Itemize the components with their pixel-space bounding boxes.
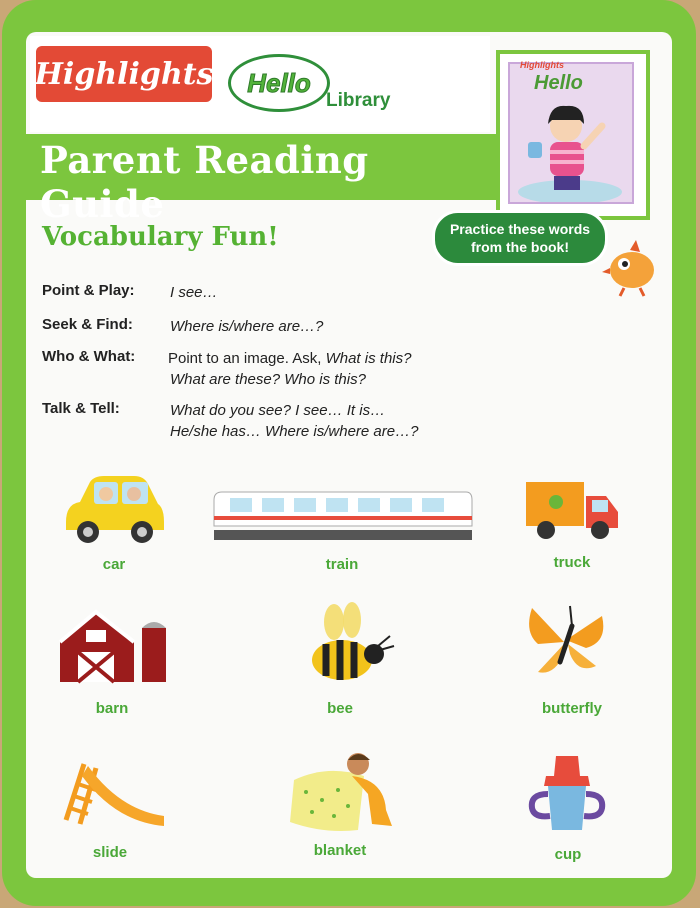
row-label: Point & Play: bbox=[42, 282, 135, 299]
blanket-baby-icon bbox=[288, 750, 396, 834]
word-bee: bee bbox=[327, 700, 353, 717]
row-text: I see… bbox=[170, 284, 218, 301]
row-label: Talk & Tell: bbox=[42, 400, 120, 417]
row-text: What do you see? I see… It is… bbox=[170, 402, 386, 419]
word-cup: cup bbox=[554, 846, 582, 863]
girl-illustration-icon bbox=[510, 64, 632, 202]
train-icon bbox=[212, 486, 474, 542]
row-text: Where is/where are…? bbox=[170, 318, 324, 335]
word-truck: truck bbox=[553, 554, 591, 571]
word-blanket: blanket bbox=[313, 842, 367, 859]
bubble-line-2: from the book! bbox=[471, 239, 569, 255]
slide-icon bbox=[60, 760, 168, 832]
word-barn: barn bbox=[95, 700, 129, 717]
word-butterfly: butterfly bbox=[542, 700, 602, 717]
bee-icon bbox=[304, 602, 396, 688]
book-cover bbox=[496, 50, 650, 220]
car-icon bbox=[60, 474, 166, 546]
row-text-plain: Point to an image. Ask, bbox=[168, 350, 326, 367]
butterfly-icon bbox=[524, 602, 610, 680]
title-band bbox=[26, 134, 496, 226]
word-slide: slide bbox=[92, 844, 128, 861]
row-text-2: What are these? Who is this? bbox=[170, 371, 366, 388]
cover-brand: Highlights bbox=[520, 60, 564, 70]
library-label: Library bbox=[326, 90, 391, 111]
vocab-title: Vocabulary Fun! bbox=[42, 222, 279, 252]
cover-inset bbox=[508, 62, 634, 204]
row-label: Seek & Find: bbox=[42, 316, 133, 333]
truck-icon bbox=[524, 478, 622, 542]
hello-logo: Hello bbox=[228, 54, 330, 112]
row-text-2: He/she has… Where is/where are…? bbox=[170, 423, 419, 440]
highlights-logo: Highlights bbox=[36, 46, 212, 102]
cup-icon bbox=[526, 752, 610, 836]
page-title: Parent Reading Guide bbox=[40, 138, 369, 226]
barn-icon bbox=[56, 608, 172, 684]
word-car: car bbox=[102, 556, 126, 573]
bird-icon bbox=[600, 238, 664, 298]
word-train: train bbox=[325, 556, 359, 573]
row-text: What is this? bbox=[325, 350, 412, 367]
bubble-line-1: Practice these words bbox=[449, 221, 591, 237]
cover-title: Hello bbox=[534, 72, 583, 94]
row-label: Who & What: bbox=[42, 348, 136, 365]
bubble-tail bbox=[580, 246, 602, 260]
